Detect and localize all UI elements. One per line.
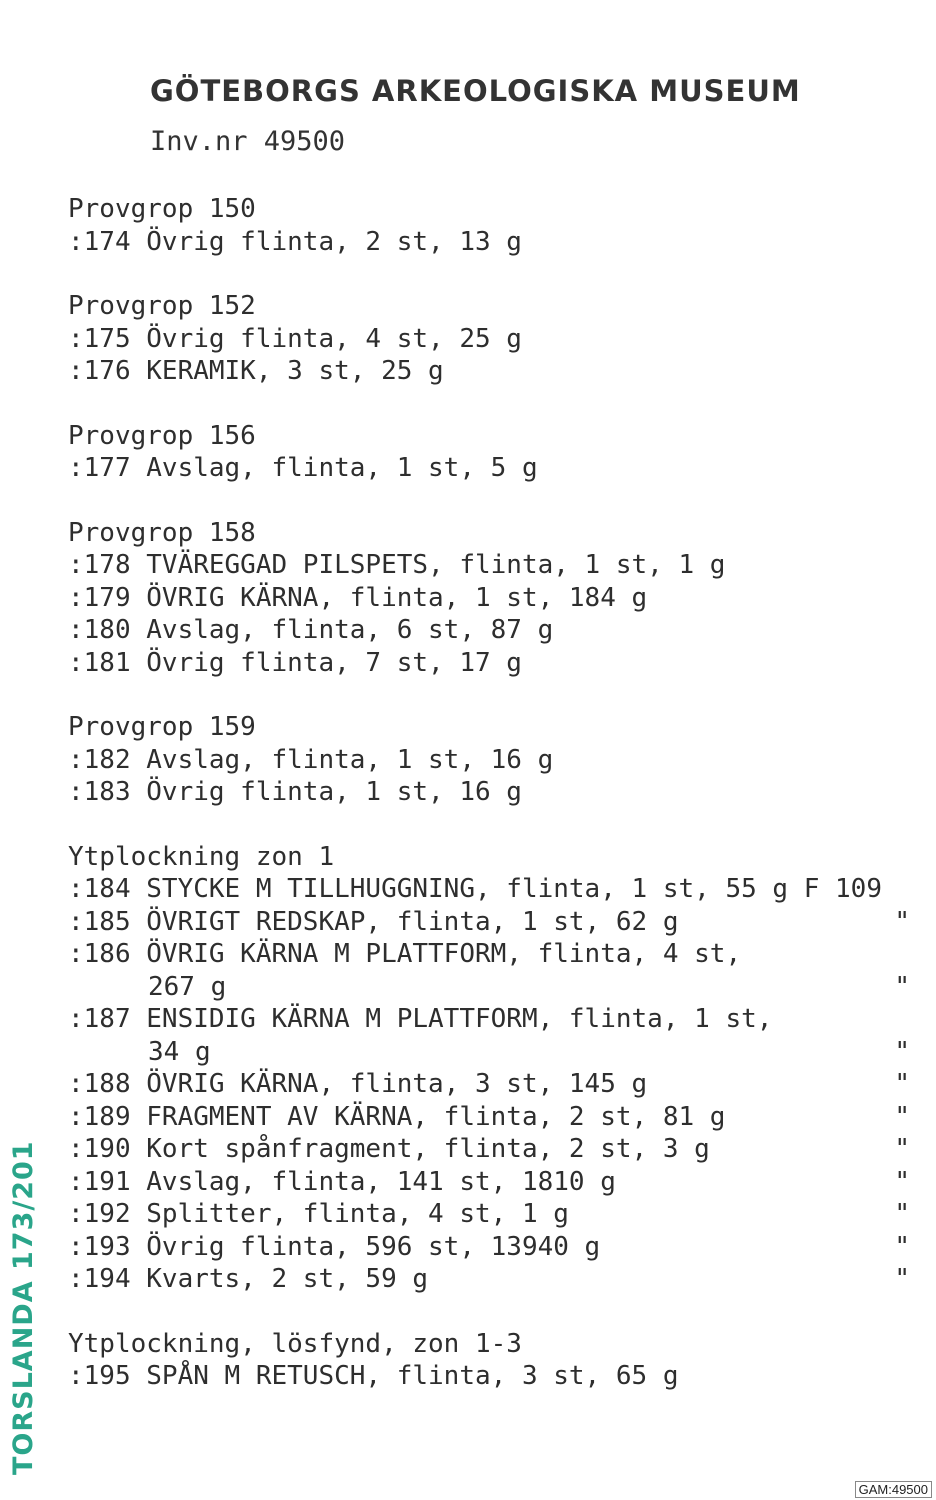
find-item <box>68 582 928 615</box>
find-item <box>68 776 928 809</box>
section <box>68 1328 928 1393</box>
find-item <box>68 1003 928 1068</box>
find-item <box>68 1263 928 1296</box>
section-heading: Provgrop 159 <box>68 712 256 742</box>
find-list <box>68 193 928 1393</box>
find-item-text: :176 KERAMIK, 3 st, 25 g <box>68 356 444 386</box>
find-item <box>68 226 928 259</box>
find-item-text: :182 Avslag, flinta, 1 st, 16 g <box>68 744 554 775</box>
find-item <box>68 938 928 1003</box>
find-item-text: :175 Övrig flinta, 4 st, 25 g <box>68 323 522 354</box>
find-item <box>68 614 928 647</box>
find-item <box>68 355 928 388</box>
find-item-text: :185 ÖVRIGT REDSKAP, flinta, 1 st, 62 g <box>68 906 679 937</box>
section-heading: Ytplockning, lösfynd, zon 1-3 <box>68 1328 522 1359</box>
ditto-mark: " <box>894 906 910 937</box>
find-item <box>68 1198 928 1231</box>
museum-title: GÖTEBORGS ARKEOLOGISKA MUSEUM <box>150 74 801 108</box>
find-item <box>68 323 928 356</box>
find-item <box>68 906 928 939</box>
find-item-text: :189 FRAGMENT AV KÄRNA, flinta, 2 st, 81 g <box>68 1101 726 1132</box>
ditto-mark: " <box>894 1199 910 1229</box>
section-heading: Provgrop 158 <box>68 517 256 548</box>
section-heading: Provgrop 156 <box>68 420 256 451</box>
find-item-text: :181 Övrig flinta, 7 st, 17 g <box>68 647 522 678</box>
section-heading: Provgrop 152 <box>68 291 256 321</box>
find-item-continuation: 267 g <box>148 971 227 1002</box>
section <box>68 517 928 680</box>
section-heading: Provgrop 150 <box>68 194 256 224</box>
section-heading: Ytplockning zon 1 <box>68 841 335 872</box>
inventory-number: Inv.nr 49500 <box>150 126 346 157</box>
ditto-mark: " <box>894 1134 910 1164</box>
find-item <box>68 1101 928 1134</box>
catalog-id-label: GAM:49500 <box>855 1481 932 1498</box>
section <box>68 290 928 388</box>
ditto-mark: " <box>894 1069 910 1099</box>
find-item-text: :191 Avslag, flinta, 141 st, 1810 g <box>68 1166 616 1197</box>
ditto-mark: " <box>894 1264 910 1294</box>
find-item-text: :177 Avslag, flinta, 1 st, 5 g <box>68 453 538 483</box>
find-item <box>68 549 928 582</box>
find-item <box>68 1166 928 1199</box>
find-item-text: :188 ÖVRIG KÄRNA, flinta, 3 st, 145 g <box>68 1069 648 1099</box>
ditto-mark: " <box>894 1101 910 1132</box>
find-item <box>68 1133 928 1166</box>
find-item <box>68 1068 928 1101</box>
find-item-text: :180 Avslag, flinta, 6 st, 87 g <box>68 615 554 645</box>
find-item <box>68 1231 928 1264</box>
find-item-text: :194 Kvarts, 2 st, 59 g <box>68 1264 429 1294</box>
section <box>68 711 928 809</box>
find-item-text: :192 Splitter, flinta, 4 st, 1 g <box>68 1199 569 1229</box>
find-item <box>68 647 928 680</box>
section <box>68 193 928 258</box>
find-item-text: :193 Övrig flinta, 596 st, 13940 g <box>68 1231 601 1262</box>
find-item <box>68 873 928 906</box>
find-item <box>68 452 928 485</box>
handwritten-location-note: TORSLANDA 173/201 <box>8 1140 39 1475</box>
section <box>68 841 928 1296</box>
find-item-continuation: 34 g <box>148 1036 211 1067</box>
find-item-text: :186 ÖVRIG KÄRNA M PLATTFORM, flinta, 4 st, <box>68 939 742 969</box>
find-item <box>68 744 928 777</box>
ditto-mark: " <box>894 1231 910 1262</box>
find-item-text: :179 ÖVRIG KÄRNA, flinta, 1 st, 184 g <box>68 582 648 613</box>
ditto-mark: " <box>894 1166 910 1197</box>
find-item-text: :190 Kort spånfragment, flinta, 2 st, 3 g <box>68 1134 710 1164</box>
find-item-text: :183 Övrig flinta, 1 st, 16 g <box>68 777 522 807</box>
find-item-text: :187 ENSIDIG KÄRNA M PLATTFORM, flinta, 1 st, <box>68 1004 773 1034</box>
ditto-mark: " <box>894 971 910 1002</box>
find-item-text: :195 SPÅN M RETUSCH, flinta, 3 st, 65 g <box>68 1361 679 1391</box>
find-item-text: :184 STYCKE M TILLHUGGNING, flinta, 1 st, 55 g F 109 <box>68 874 882 904</box>
find-item <box>68 1360 928 1393</box>
section <box>68 420 928 485</box>
find-item-text: :174 Övrig flinta, 2 st, 13 g <box>68 226 522 257</box>
ditto-mark: " <box>894 1036 910 1067</box>
find-item-text: :178 TVÄREGGAD PILSPETS, flinta, 1 st, 1 g <box>68 550 726 580</box>
